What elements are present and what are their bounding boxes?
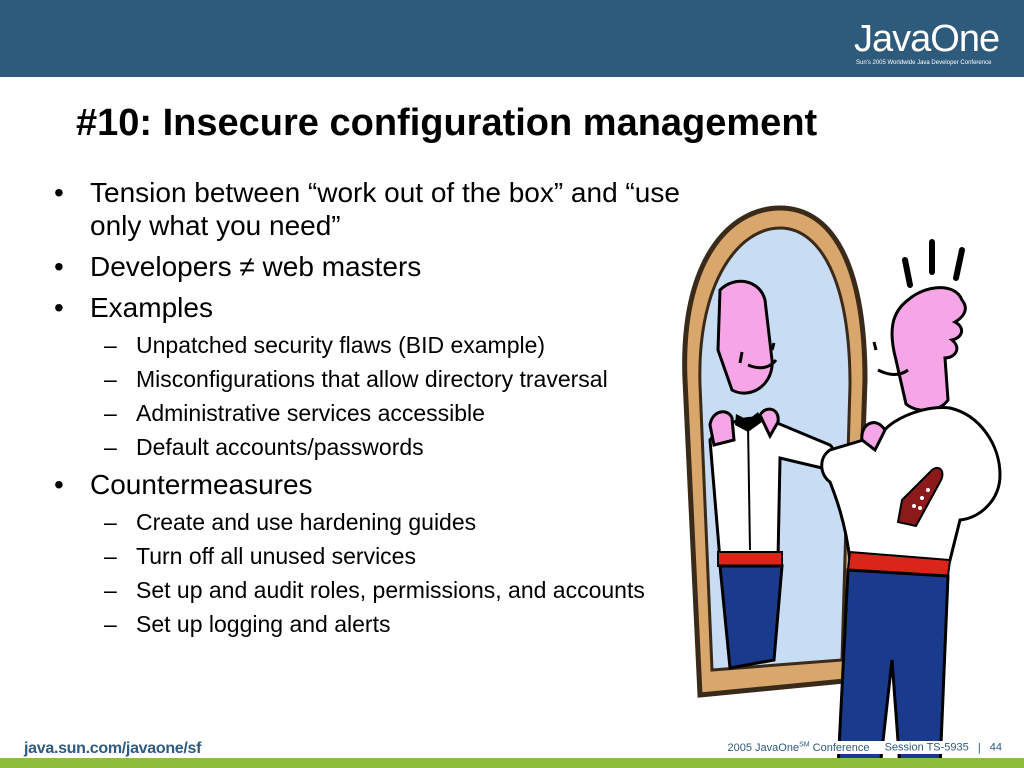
footer-separator: | — [977, 741, 981, 754]
bullet-item — [50, 250, 690, 283]
sub-bullet-item — [50, 611, 690, 637]
session-id: Session TS-5935 — [884, 741, 969, 754]
sub-bullet-text: Unpatched security flaws (BID example) — [136, 332, 546, 358]
reflection-head — [718, 281, 772, 393]
sub-bullet-mark: – — [104, 577, 117, 603]
sub-bullet-item — [50, 400, 690, 426]
mirror-clipart — [670, 200, 1010, 768]
sub-bullet-mark: – — [104, 509, 117, 535]
logo-tagline: Sun's 2005 Worldwide Java Developer Conference — [856, 60, 992, 66]
slide-title: #10: Insecure configuration management — [76, 102, 818, 144]
sub-bullet-item — [50, 509, 690, 535]
bullet-text: Tension between “work out of the box” and “use only what you need” — [90, 177, 680, 241]
exclamation-mark-1 — [905, 260, 910, 285]
footer-url: java.sun.com/javaone/sf — [24, 740, 202, 757]
sub-bullet-item — [50, 434, 690, 460]
bullet-text: Examples — [90, 292, 213, 323]
sub-bullet-text: Turn off all unused services — [136, 543, 416, 569]
sub-bullet-item — [50, 332, 690, 358]
sub-bullet-mark: – — [104, 366, 117, 392]
sub-bullet-mark: – — [104, 611, 117, 637]
javaone-logo — [854, 20, 1004, 70]
sub-bullet-text: Administrative services accessible — [136, 400, 485, 426]
footer — [0, 735, 1024, 768]
footer-info — [726, 741, 1004, 754]
exclamation-mark-3 — [956, 250, 962, 278]
logo-wordmark: JavaOne — [854, 18, 1000, 60]
reflection-belt — [718, 552, 782, 566]
bullet-text: Developers ≠ web masters — [90, 251, 422, 282]
sub-bullet-text: Set up logging and alerts — [136, 611, 391, 637]
bullet-mark: • — [54, 251, 64, 282]
sub-bullet-item — [50, 366, 690, 392]
sub-bullet-text: Set up and audit roles, permissions, and accounts — [136, 577, 645, 603]
sub-bullet-mark: – — [104, 543, 117, 569]
bullet-item — [50, 291, 690, 324]
sub-bullet-text: Default accounts/passwords — [136, 434, 424, 460]
service-mark: SM — [799, 741, 810, 748]
conference-name — [728, 742, 870, 754]
sub-bullet-mark: – — [104, 332, 117, 358]
footer-rule — [0, 758, 1024, 768]
conference-prefix: 2005 JavaOne — [727, 741, 800, 754]
conference-suffix: Conference — [809, 741, 870, 754]
bullet-mark: • — [54, 469, 64, 500]
bullet-mark: • — [54, 177, 64, 208]
reflection-pants — [720, 566, 782, 668]
sub-bullet-item — [50, 577, 690, 603]
header-bar — [0, 0, 1024, 77]
bullet-item — [50, 468, 690, 501]
sub-bullet-mark: – — [104, 434, 117, 460]
bullet-list — [50, 176, 690, 645]
bullet-text: Countermeasures — [90, 469, 313, 500]
bullet-item — [50, 176, 690, 242]
bullet-mark: • — [54, 292, 64, 323]
sub-bullet-item — [50, 543, 690, 569]
sub-bullet-mark: – — [104, 400, 117, 426]
man-head — [892, 288, 965, 411]
page-number: 44 — [989, 741, 1002, 754]
sub-bullet-text: Misconfigurations that allow directory traversal — [136, 366, 608, 392]
sub-bullet-text: Create and use hardening guides — [136, 509, 477, 535]
